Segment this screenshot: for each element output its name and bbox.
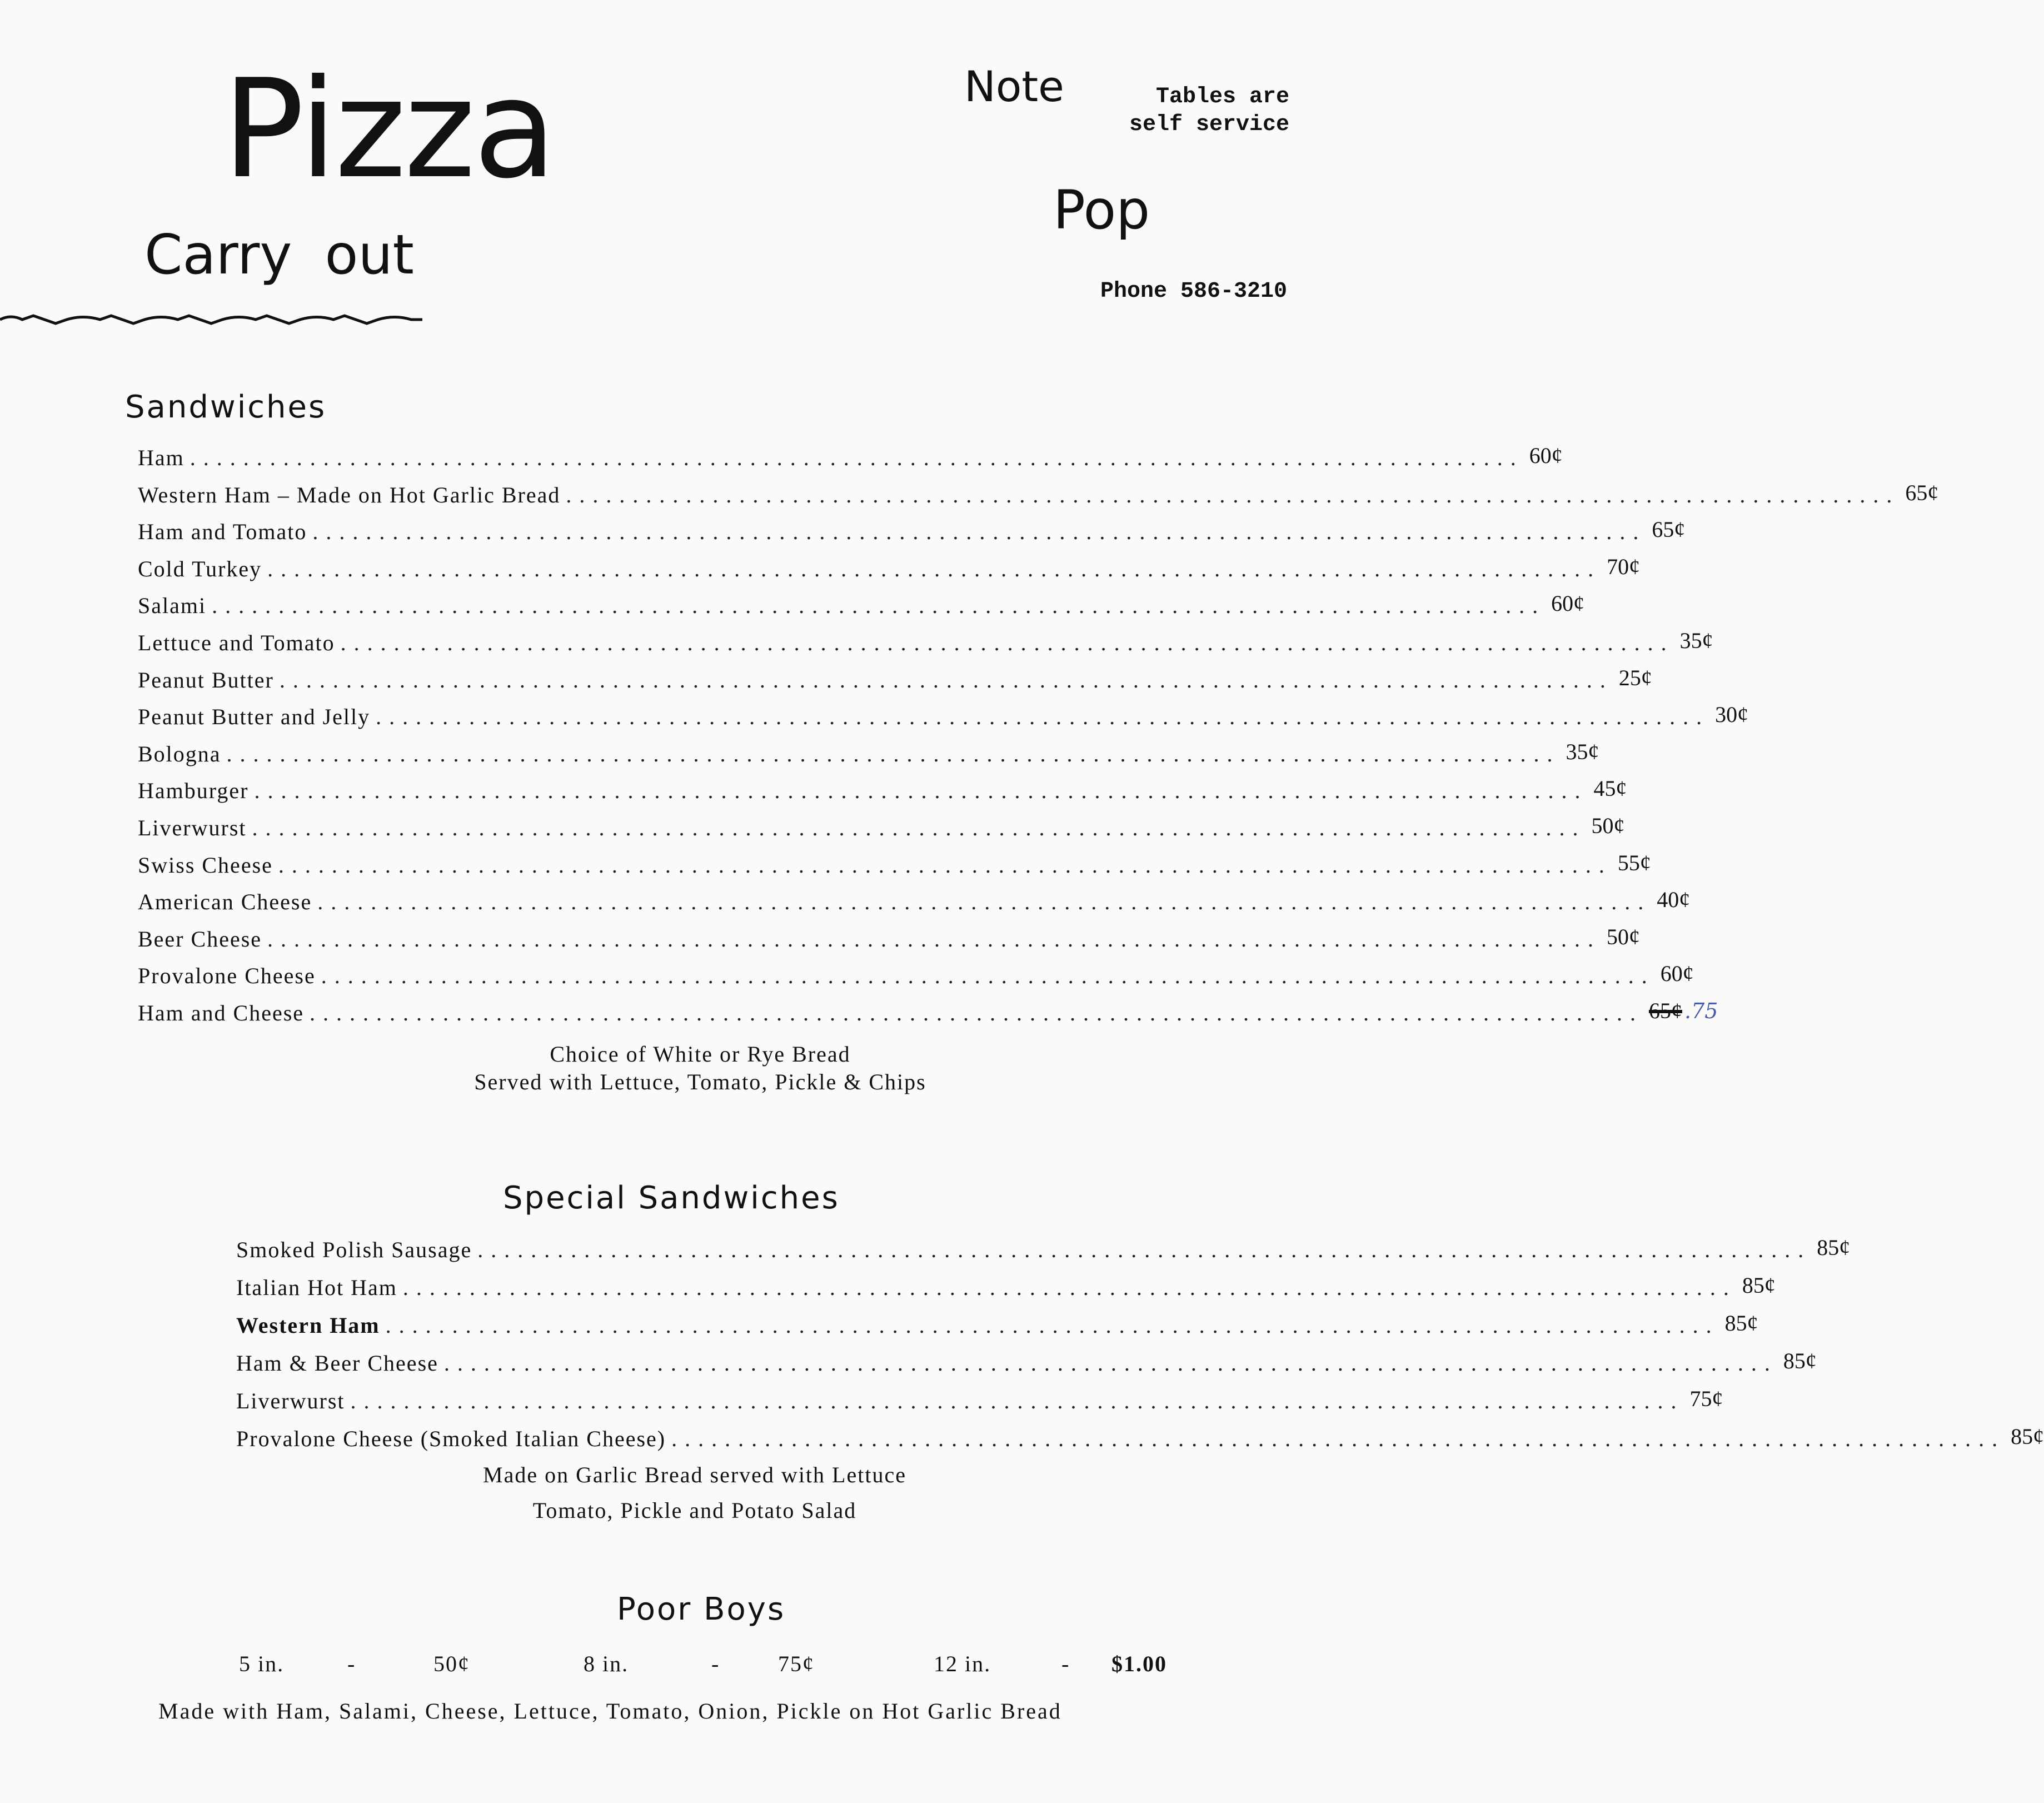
size-price: $1.00 xyxy=(1111,1651,1167,1676)
leader-dots: .................................................................................................... xyxy=(190,445,1524,470)
item-name: Swiss Cheese xyxy=(138,852,273,878)
special-sandwich-list xyxy=(236,1235,2044,1463)
item-price: 45¢ xyxy=(1593,776,1627,801)
sandwiches-heading: Sandwiches xyxy=(125,389,327,425)
leader-dots: .................................................................................................... xyxy=(278,852,1612,878)
pop-title: Pop xyxy=(1053,179,1150,241)
menu-item xyxy=(138,961,1694,1000)
leader-dots: .................................................................................................... xyxy=(279,667,1613,693)
item-name: Bologna xyxy=(138,741,221,766)
item-name: Smoked Polish Sausage xyxy=(236,1237,472,1262)
sandwich-list xyxy=(138,443,1939,1037)
item-name: Beer Cheese xyxy=(138,926,262,952)
item-price: 85¢ xyxy=(1742,1273,1776,1298)
item-price: 65¢ xyxy=(1905,480,1939,505)
menu-item xyxy=(138,702,1749,741)
menu-item xyxy=(236,1386,1723,1426)
item-name: American Cheese xyxy=(138,889,312,915)
item-price: 70¢ xyxy=(1607,554,1641,579)
carry-out-subtitle: Carry out xyxy=(144,223,414,287)
phone-number: Phone 586-3210 xyxy=(1100,279,1288,304)
sandwich-note-line: Choice of White or Rye Bread xyxy=(550,1042,851,1067)
leader-dots: .................................................................................................... xyxy=(226,741,1561,766)
item-name: Peanut Butter and Jelly xyxy=(138,704,371,730)
note-title: Note xyxy=(964,62,1064,111)
item-name: Western Ham xyxy=(236,1313,380,1338)
menu-item xyxy=(138,665,1652,704)
leader-dots: .................................................................................................... xyxy=(566,482,1900,507)
sandwich-note-line: Served with Lettuce, Tomato, Pickle & Chips xyxy=(474,1069,926,1094)
struck-price: 65¢ xyxy=(1649,998,1683,1023)
menu-item xyxy=(138,517,1686,556)
menu-item xyxy=(138,813,1625,852)
size-dash: - xyxy=(347,1651,356,1676)
menu-item xyxy=(138,443,1563,482)
item-price-group xyxy=(1649,1000,1718,1022)
item-name: Liverwurst xyxy=(138,815,247,840)
leader-dots: .................................................................................................... xyxy=(252,815,1586,840)
wavy-divider xyxy=(0,311,422,328)
item-price: 25¢ xyxy=(1618,665,1652,690)
item-name: Hamburger xyxy=(138,778,249,804)
item-price: 85¢ xyxy=(1817,1235,1851,1260)
item-name: Ham xyxy=(138,445,185,470)
note-text: Tables are self service xyxy=(1129,84,1289,137)
special-note-line: Tomato, Pickle and Potato Salad xyxy=(532,1498,857,1523)
item-price: 60¢ xyxy=(1529,443,1563,468)
leader-dots: .................................................................................................... xyxy=(340,630,1674,655)
menu-item xyxy=(138,850,1651,889)
leader-dots: .................................................................................................... xyxy=(267,556,1602,581)
leader-dots: .................................................................................................... xyxy=(254,778,1588,804)
item-price: 40¢ xyxy=(1657,887,1691,913)
special-sandwich-note xyxy=(306,1457,1084,1528)
leader-dots: .................................................................................................... xyxy=(310,1000,1644,1025)
poor-boys-heading: Poor Boys xyxy=(617,1591,786,1627)
menu-item xyxy=(138,554,1641,593)
poor-boys-description: Made with Ham, Salami, Cheese, Lettuce, Tomato, Onion, Pickle on Hot Garlic Bread xyxy=(158,1699,1062,1724)
item-name: Italian Hot Ham xyxy=(236,1275,397,1300)
menu-item xyxy=(138,887,1691,926)
item-price: 60¢ xyxy=(1660,961,1694,987)
item-name: Cold Turkey xyxy=(138,556,262,581)
leader-dots: .................................................................................................... xyxy=(267,926,1602,952)
item-price: 65¢ xyxy=(1652,517,1686,542)
size-price: 75¢ xyxy=(778,1651,815,1676)
item-name: Provalone Cheese xyxy=(138,963,316,989)
size-dash: - xyxy=(1061,1651,1070,1676)
item-name: Ham and Cheese xyxy=(138,1000,305,1025)
item-name: Ham & Beer Cheese xyxy=(236,1351,438,1376)
item-name: Liverwurst xyxy=(236,1388,345,1413)
item-price: 30¢ xyxy=(1715,702,1749,728)
handwritten-price: .75 xyxy=(1684,998,1718,1023)
leader-dots: .................................................................................................... xyxy=(212,593,1546,619)
special-note-line: Made on Garlic Bread served with Lettuce xyxy=(483,1462,906,1487)
item-price: 75¢ xyxy=(1689,1386,1723,1411)
menu-item xyxy=(138,480,1939,519)
menu-item xyxy=(138,627,1713,667)
item-price: 50¢ xyxy=(1591,813,1625,838)
leader-dots: .................................................................................................... xyxy=(350,1388,1684,1413)
item-price: 35¢ xyxy=(1679,627,1713,653)
leader-dots: .................................................................................................... xyxy=(385,1313,1719,1338)
size-label: 12 in. xyxy=(934,1651,991,1676)
menu-item xyxy=(138,998,1718,1037)
menu-item xyxy=(236,1311,1758,1350)
leader-dots: .................................................................................................... xyxy=(671,1426,2006,1451)
size-price: 50¢ xyxy=(433,1651,470,1676)
item-price: 35¢ xyxy=(1566,739,1599,764)
menu-item xyxy=(236,1348,1817,1388)
item-name: Lettuce and Tomato xyxy=(138,630,335,655)
item-price: 60¢ xyxy=(1551,591,1585,616)
size-label: 8 in. xyxy=(584,1651,629,1676)
leader-dots: .................................................................................................... xyxy=(321,963,1655,989)
leader-dots: .................................................................................................... xyxy=(312,519,1647,545)
item-price: 85¢ xyxy=(2011,1424,2044,1449)
menu-item xyxy=(236,1235,1851,1274)
size-label: 5 in. xyxy=(239,1651,285,1676)
item-name: Ham and Tomato xyxy=(138,519,307,545)
item-name: Western Ham – Made on Hot Garlic Bread xyxy=(138,482,561,507)
leader-dots: .................................................................................................... xyxy=(376,704,1710,730)
item-price: 50¢ xyxy=(1607,924,1641,949)
pizza-logo: Pizza xyxy=(222,50,555,208)
item-name: Peanut Butter xyxy=(138,667,274,693)
special-sandwiches-heading: Special Sandwiches xyxy=(503,1180,840,1216)
item-price: 85¢ xyxy=(1783,1348,1817,1373)
leader-dots: .................................................................................................... xyxy=(443,1351,1778,1376)
menu-item xyxy=(138,739,1599,778)
leader-dots: .................................................................................................... xyxy=(477,1237,1812,1262)
item-price: 55¢ xyxy=(1617,850,1651,875)
item-name: Provalone Cheese (Smoked Italian Cheese) xyxy=(236,1426,666,1451)
menu-item xyxy=(138,924,1641,963)
menu-item xyxy=(138,776,1627,815)
size-dash: - xyxy=(711,1651,720,1676)
menu-item xyxy=(138,591,1585,630)
item-name: Salami xyxy=(138,593,207,619)
item-price: 85¢ xyxy=(1724,1311,1758,1336)
sandwich-note xyxy=(311,1040,1089,1096)
leader-dots: .................................................................................................... xyxy=(317,889,1652,915)
menu-item xyxy=(236,1273,1776,1312)
leader-dots: .................................................................................................... xyxy=(402,1275,1737,1300)
